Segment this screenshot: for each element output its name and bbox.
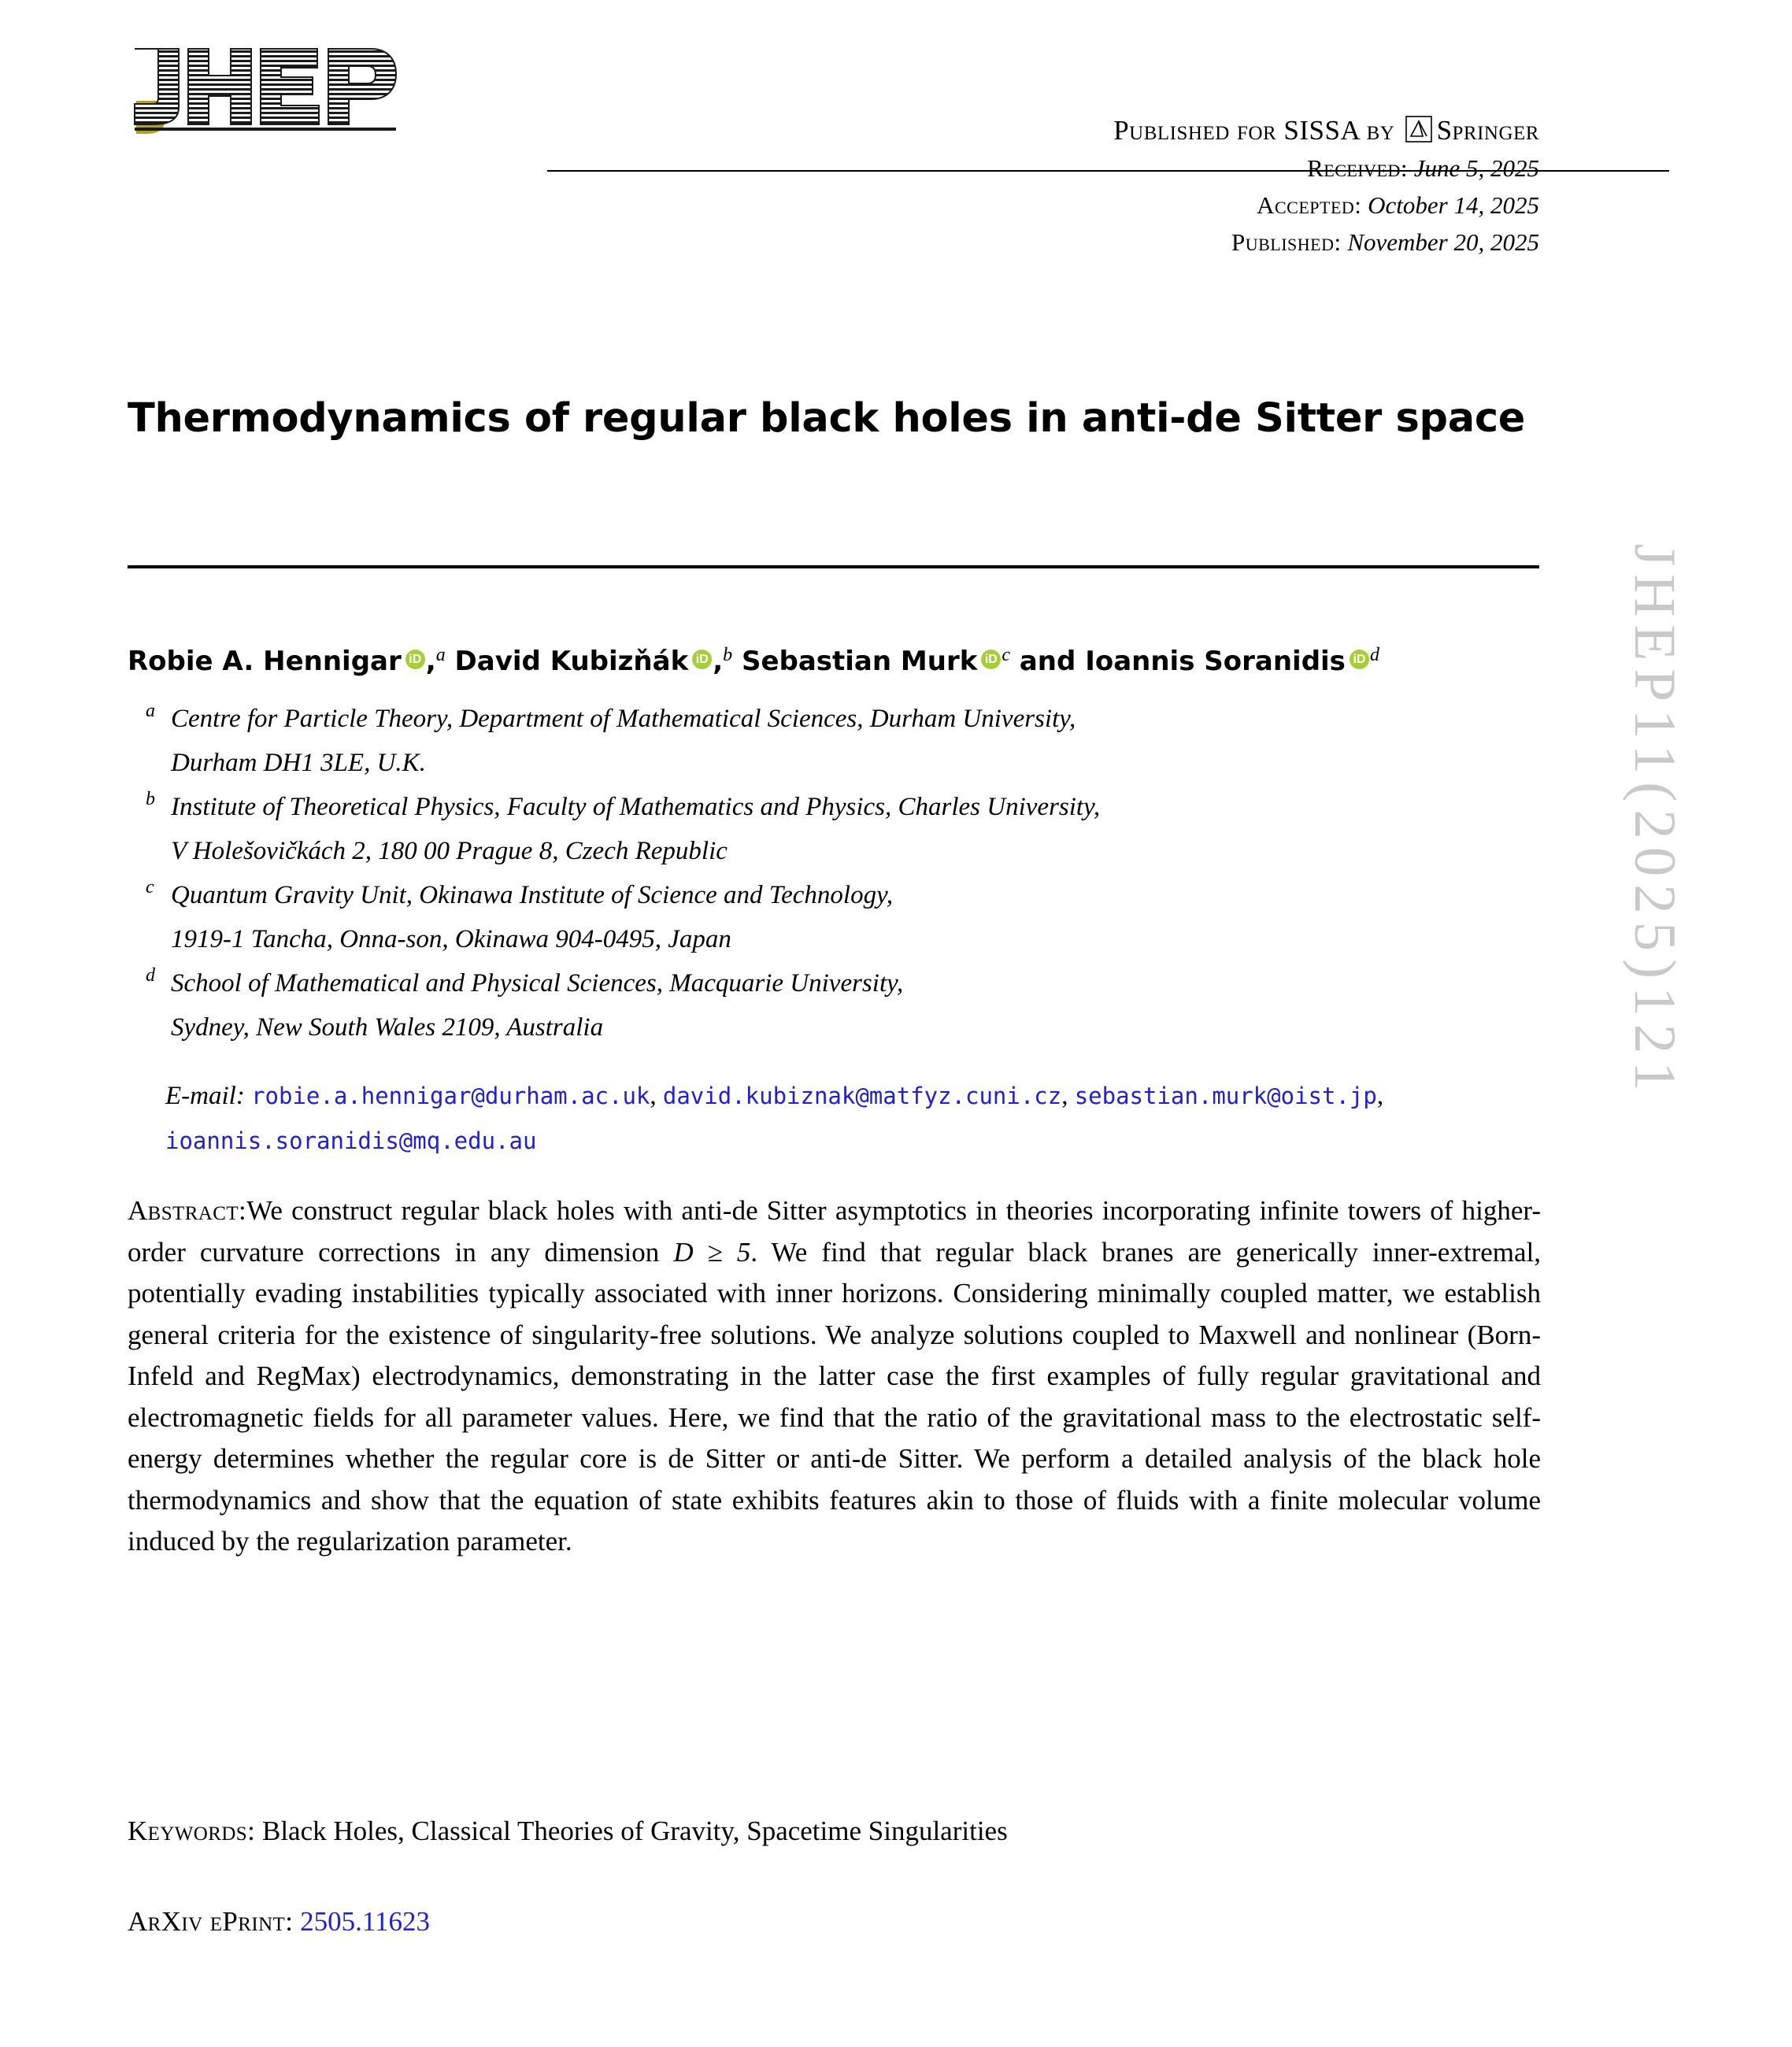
- publication-dates: [752, 150, 1539, 261]
- author-2-name: David Kubizňák: [454, 646, 689, 677]
- author-4: [1085, 646, 1379, 677]
- affiliation-d-line1: School of Mathematical and Physical Sciences, Macquarie University,: [171, 969, 904, 998]
- author-3-name: Sebastian Murk: [741, 646, 978, 677]
- email-label: E-mail:: [165, 1082, 245, 1110]
- email-comma-1: ,: [650, 1082, 657, 1110]
- author-1-name: Robie A. Hennigar: [128, 646, 402, 677]
- title-rule: [128, 565, 1539, 568]
- author-1: [128, 646, 446, 677]
- springer-text: Springer: [1436, 115, 1539, 146]
- affiliation-list: [146, 697, 1555, 1049]
- page-header: [130, 46, 1539, 146]
- author-1-marker: a: [435, 645, 446, 665]
- affiliation-c-marker: c: [146, 877, 154, 898]
- email-link-4[interactable]: ioannis.soranidis@mq.edu.au: [165, 1127, 537, 1154]
- journal-reference-watermark: JHEP11(2025)121: [1622, 543, 1687, 1099]
- keywords-text: Black Holes, Classical Theories of Gravity, Spacetime Singularities: [261, 1816, 1008, 1846]
- published-for-line: [1113, 115, 1539, 150]
- affiliation-a-line1: Centre for Particle Theory, Department of Mathematical Sciences, Durham University,: [171, 705, 1076, 733]
- springer-logo-icon: [1405, 116, 1432, 150]
- abstract: [128, 1190, 1541, 1563]
- affiliation-a-line2: Durham DH1 3LE, U.K.: [171, 749, 426, 777]
- published-label: Published:: [1231, 228, 1342, 256]
- orcid-icon[interactable]: [405, 650, 425, 669]
- email-comma-2: ,: [1061, 1082, 1068, 1110]
- date-received: [752, 150, 1539, 187]
- author-conjunction: and: [1019, 646, 1076, 677]
- accepted-value: October 14, 2025: [1368, 191, 1539, 219]
- author-3-marker: c: [1002, 645, 1010, 665]
- orcid-icon[interactable]: [1350, 650, 1369, 669]
- affiliation-a-marker: a: [146, 701, 155, 721]
- author-2-marker: b: [723, 645, 733, 665]
- keywords-label: Keywords:: [128, 1816, 256, 1846]
- affiliation-b-line1: Institute of Theoretical Physics, Faculty of Mathematics and Physics, Charles University,: [171, 793, 1101, 821]
- orcid-icon[interactable]: [692, 650, 712, 669]
- arxiv-eprint: [128, 1901, 1541, 1942]
- affiliation-c: [146, 873, 1555, 961]
- received-label: Received:: [1307, 154, 1408, 182]
- published-for-text: Published for SISSA by: [1113, 115, 1395, 146]
- date-published: [752, 224, 1539, 261]
- abstract-math-dimension: D ≥ 5: [673, 1236, 751, 1268]
- published-value: November 20, 2025: [1347, 228, 1539, 256]
- author-1-sep: ,: [425, 646, 436, 677]
- abstract-label: Abstract:: [128, 1195, 247, 1226]
- accepted-label: Accepted:: [1257, 191, 1362, 219]
- affiliation-d: [146, 961, 1555, 1049]
- affiliation-b-marker: b: [146, 789, 155, 809]
- keywords: [128, 1811, 1541, 1852]
- author-list: [128, 638, 1545, 679]
- affiliation-c-line1: Quantum Gravity Unit, Okinawa Institute of Science and Technology,: [171, 881, 894, 909]
- email-block: [165, 1074, 1551, 1164]
- email-comma-3: ,: [1376, 1082, 1384, 1110]
- date-accepted: [752, 187, 1539, 224]
- orcid-icon[interactable]: [981, 650, 1001, 669]
- author-2: [455, 646, 733, 677]
- email-link-2[interactable]: david.kubiznak@matfyz.cuni.cz: [662, 1083, 1062, 1109]
- author-4-marker: d: [1369, 645, 1379, 665]
- affiliation-d-line2: Sydney, New South Wales 2109, Australia: [171, 1013, 604, 1042]
- affiliation-b: [146, 785, 1555, 873]
- affiliation-b-line2: V Holešovičkách 2, 180 00 Prague 8, Czech Republic: [171, 837, 728, 865]
- affiliation-c-line2: 1919-1 Tancha, Onna-son, Okinawa 904-0495, Japan: [171, 925, 731, 953]
- author-4-name: Ioannis Soranidis: [1085, 646, 1346, 677]
- email-link-1[interactable]: robie.a.hennigar@durham.ac.uk: [251, 1083, 650, 1109]
- affiliation-d-marker: d: [146, 965, 155, 986]
- email-link-3[interactable]: sebastian.murk@oist.jp: [1074, 1083, 1377, 1109]
- eprint-link[interactable]: 2505.11623: [300, 1906, 431, 1937]
- received-value: June 5, 2025: [1413, 154, 1539, 182]
- affiliation-a: [146, 697, 1555, 785]
- page-title: Thermodynamics of regular black holes in anti-de Sitter space: [128, 395, 1526, 442]
- author-2-sep: ,: [713, 646, 724, 677]
- abstract-text-part-2: . We find that regular black branes are generically inner-extremal, potentially evading instabilities typically associated with inner horizons. Considering minimally coupled matter, we establish general criteria for the existence of singularity-free solutions. We analyze solutions coupled to Maxwell and nonlinear (Born-Infeld and RegMax) electrodynamics, demonstrating in the latter case the first examples of fully regular gravitational and electromagnetic fields for all parameter values. Here, we find that the ratio of the gravitational mass to the electrostatic self-energy determines whether the regular core is de Sitter or anti-de Sitter. We perform a detailed analysis of the black hole thermodynamics and show that the equation of state exhibits features akin to those of fluids with a finite molecular volume induced by the regularization parameter.: [128, 1236, 1541, 1557]
- author-3: [742, 646, 1010, 677]
- abstract-text-part-1: We construct regular black holes with anti-de Sitter asymptotics in theories incorporating infinite towers of higher-order curvature corrections in any dimension: [128, 1195, 1541, 1268]
- eprint-label: ArXiv ePrint:: [128, 1906, 294, 1937]
- jhep-logo: [130, 46, 405, 136]
